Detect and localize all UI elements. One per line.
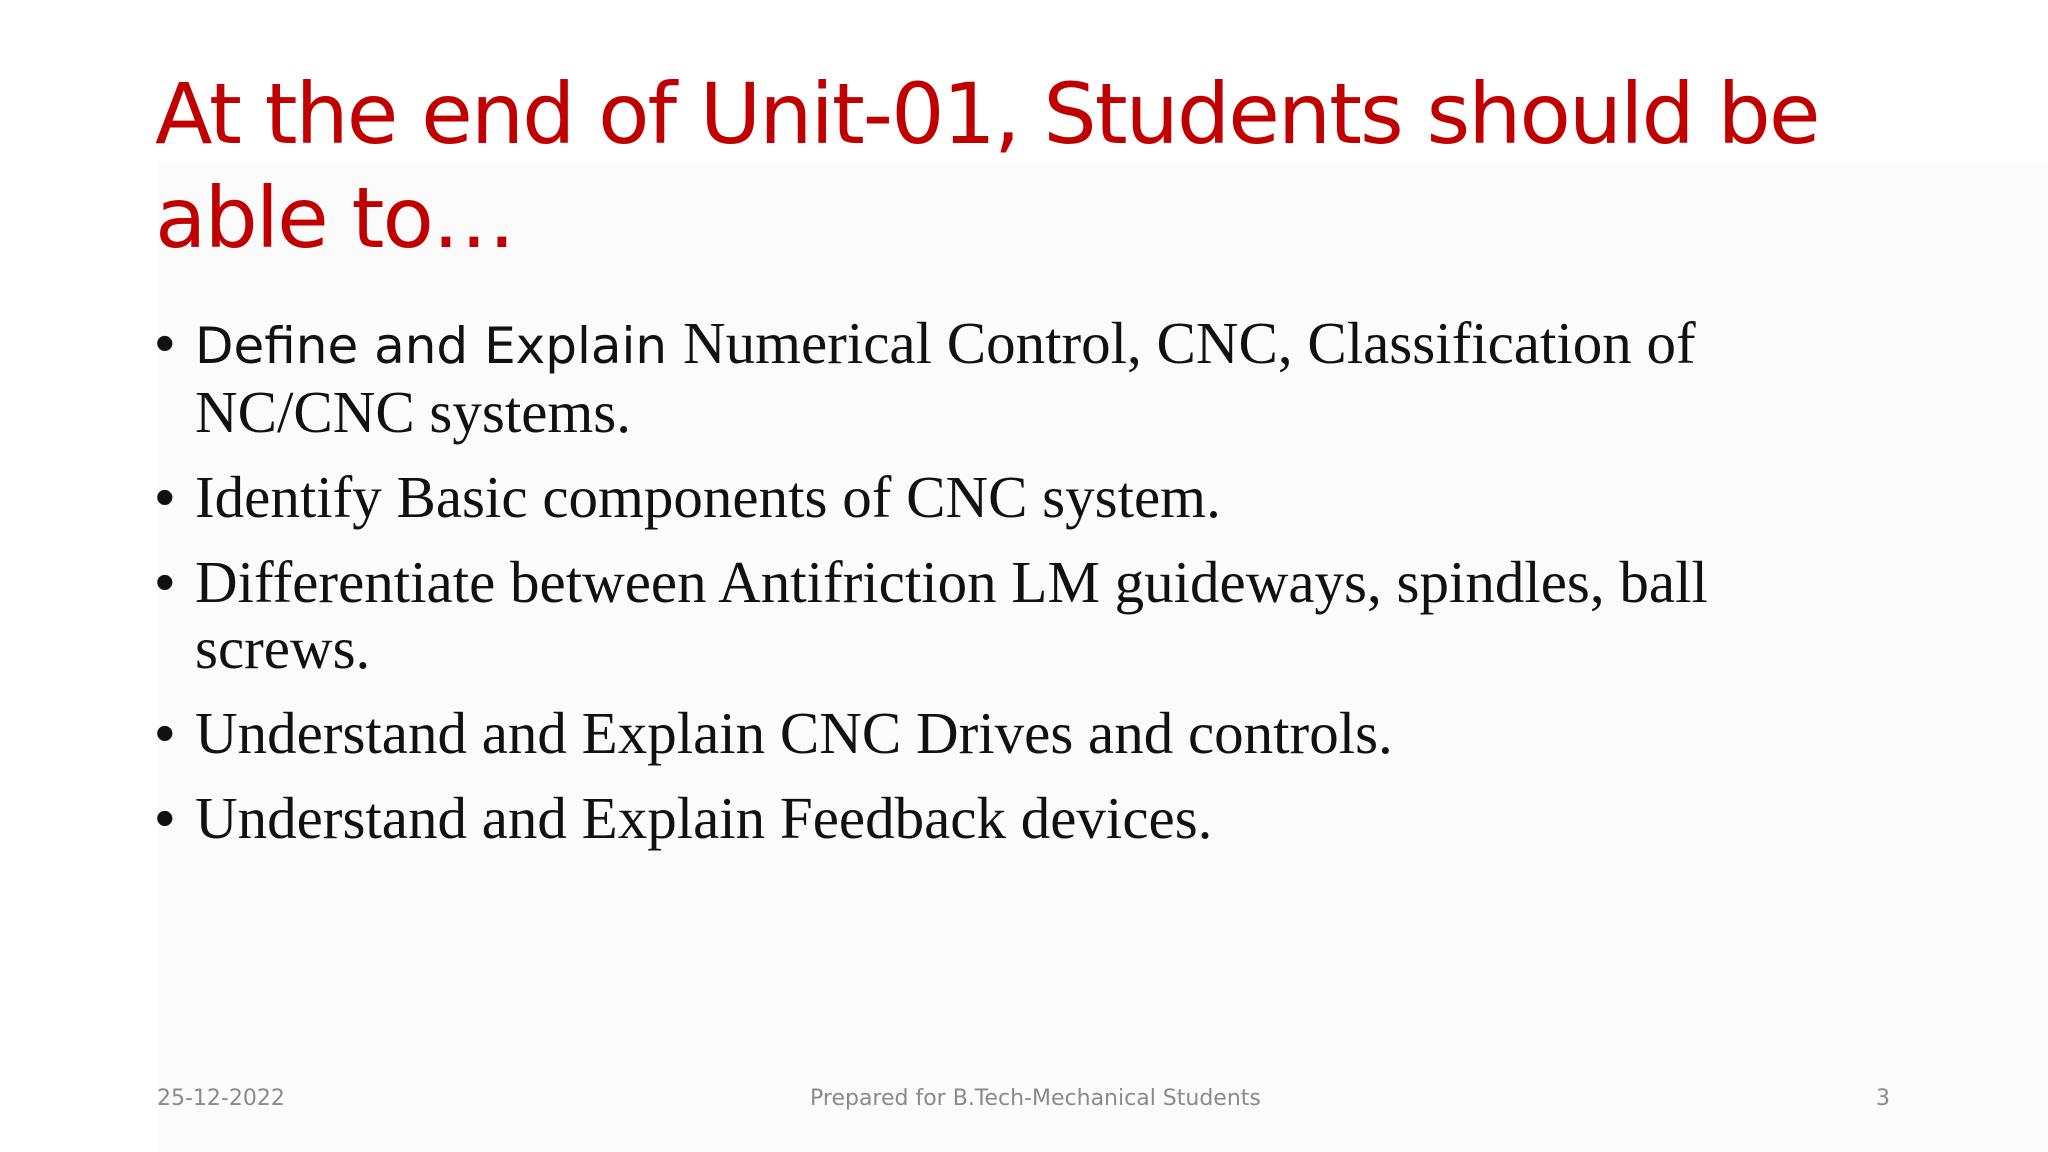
page-number: 3	[1876, 1086, 1890, 1111]
bullet-text: Differentiate between Antifriction LM guideways, spindles, ball screws.	[195, 549, 1708, 681]
bullet-text: Numerical Control, CNC, Classification of NC/CNC systems.	[195, 310, 1696, 445]
slide-title: At the end of Unit-01, Students should be able to…	[155, 65, 1819, 267]
bullet-item	[155, 549, 1855, 681]
bullet-text: Identify Basic components of CNC system.	[195, 464, 1221, 530]
footer-caption: Prepared for B.Tech-Mechanical Students	[810, 1086, 1261, 1111]
bullet-dot: •	[155, 465, 175, 528]
bullet-item	[155, 700, 1855, 766]
bullet-dot: •	[155, 786, 175, 849]
bullet-dot: •	[155, 550, 175, 613]
bullet-text: Understand and Explain Feedback devices.	[195, 785, 1213, 851]
bullet-item	[155, 785, 1855, 851]
bullet-dot: •	[155, 701, 175, 764]
bullet-text: Understand and Explain CNC Drives and controls.	[195, 700, 1393, 766]
bullet-item	[155, 464, 1855, 530]
bullet-dot: •	[155, 311, 175, 374]
bullet-item	[155, 310, 1855, 445]
bullet-lead-text: Define and Explain	[195, 317, 683, 375]
footer-date: 25-12-2022	[157, 1086, 285, 1111]
bullet-list	[155, 310, 1855, 870]
